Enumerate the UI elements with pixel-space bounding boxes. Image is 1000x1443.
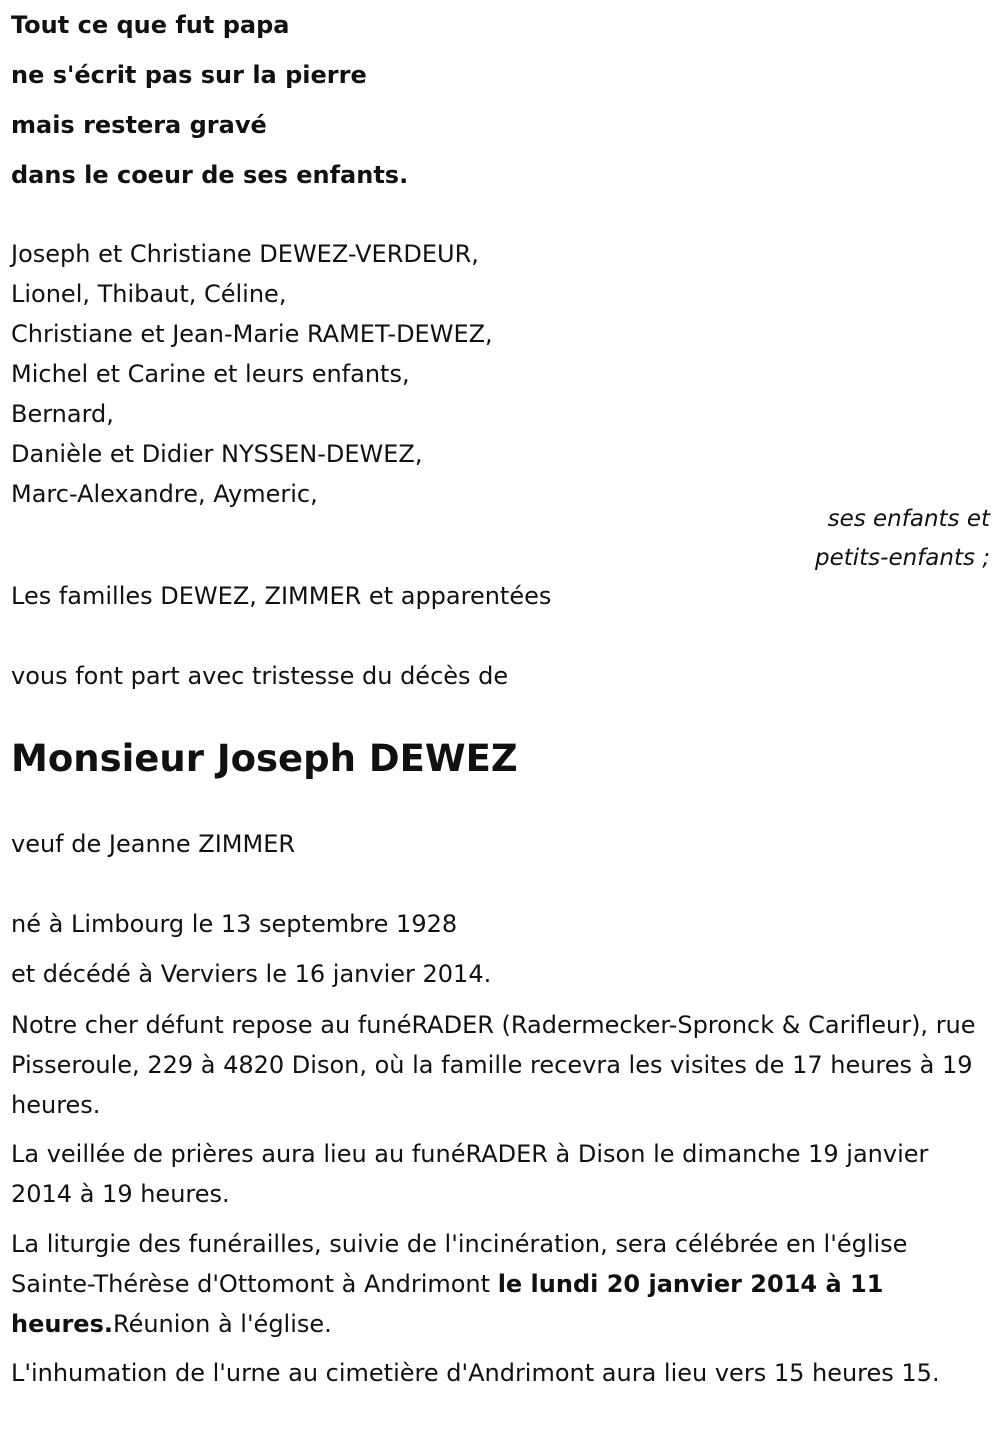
family-member-line: Christiane et Jean-Marie RAMET-DEWEZ,	[11, 320, 493, 348]
families-line: Les familles DEWEZ, ZIMMER et apparentées	[11, 582, 552, 610]
birth-line: né à Limbourg le 13 septembre 1928	[11, 910, 458, 938]
liturgy-intro: La liturgie des funérailles, suivie de l'incinération, sera célébrée en l'église Sainte-Thérèse d'Ottomont à Andrimont	[11, 1230, 908, 1298]
deceased-name: Monsieur Joseph DEWEZ	[11, 737, 518, 780]
family-member-line: Joseph et Christiane DEWEZ-VERDEUR,	[11, 240, 479, 268]
family-list	[11, 236, 493, 516]
family-member-line: Marc-Alexandre, Aymeric,	[11, 480, 318, 508]
relation-line: ses enfants et	[827, 506, 990, 532]
poem-line: dans le coeur de ses enfants.	[11, 161, 409, 189]
relation-line: petits-enfants ;	[814, 545, 990, 571]
burial-paragraph: L'inhumation de l'urne au cimetière d'Andrimont aura lieu vers 15 heures 15.	[11, 1359, 940, 1387]
poem-line: mais restera gravé	[11, 111, 267, 139]
rest-paragraph: Notre cher défunt repose au funéRADER (Radermecker-Spronck & Carifleur), rue Pisseroule, 229 à 4820 Dison, où la famille recevra les visites de 17 heures à 19 heures.	[11, 1011, 976, 1119]
death-line: et décédé à Verviers le 16 janvier 2014.	[11, 960, 492, 988]
widower-line: veuf de Jeanne ZIMMER	[11, 830, 296, 858]
liturgy-paragraph	[11, 1224, 991, 1344]
relation-note	[815, 500, 990, 578]
poem	[11, 8, 408, 208]
liturgy-date: le lundi 20 janvier 2014 à 11 heures.	[11, 1270, 884, 1338]
poem-line: Tout ce que fut papa	[11, 11, 290, 39]
family-member-line: Danièle et Didier NYSSEN-DEWEZ,	[11, 440, 423, 468]
family-member-line: Michel et Carine et leurs enfants,	[11, 360, 410, 388]
liturgy-outro: Réunion à l'église.	[112, 1310, 332, 1338]
poem-line: ne s'écrit pas sur la pierre	[11, 61, 367, 89]
announcement-line: vous font part avec tristesse du décès de	[11, 662, 509, 690]
family-member-line: Lionel, Thibaut, Céline,	[11, 280, 287, 308]
family-member-line: Bernard,	[11, 400, 114, 428]
vigil-paragraph: La veillée de prières aura lieu au funéRADER à Dison le dimanche 19 janvier 2014 à 19 heures.	[11, 1140, 929, 1208]
